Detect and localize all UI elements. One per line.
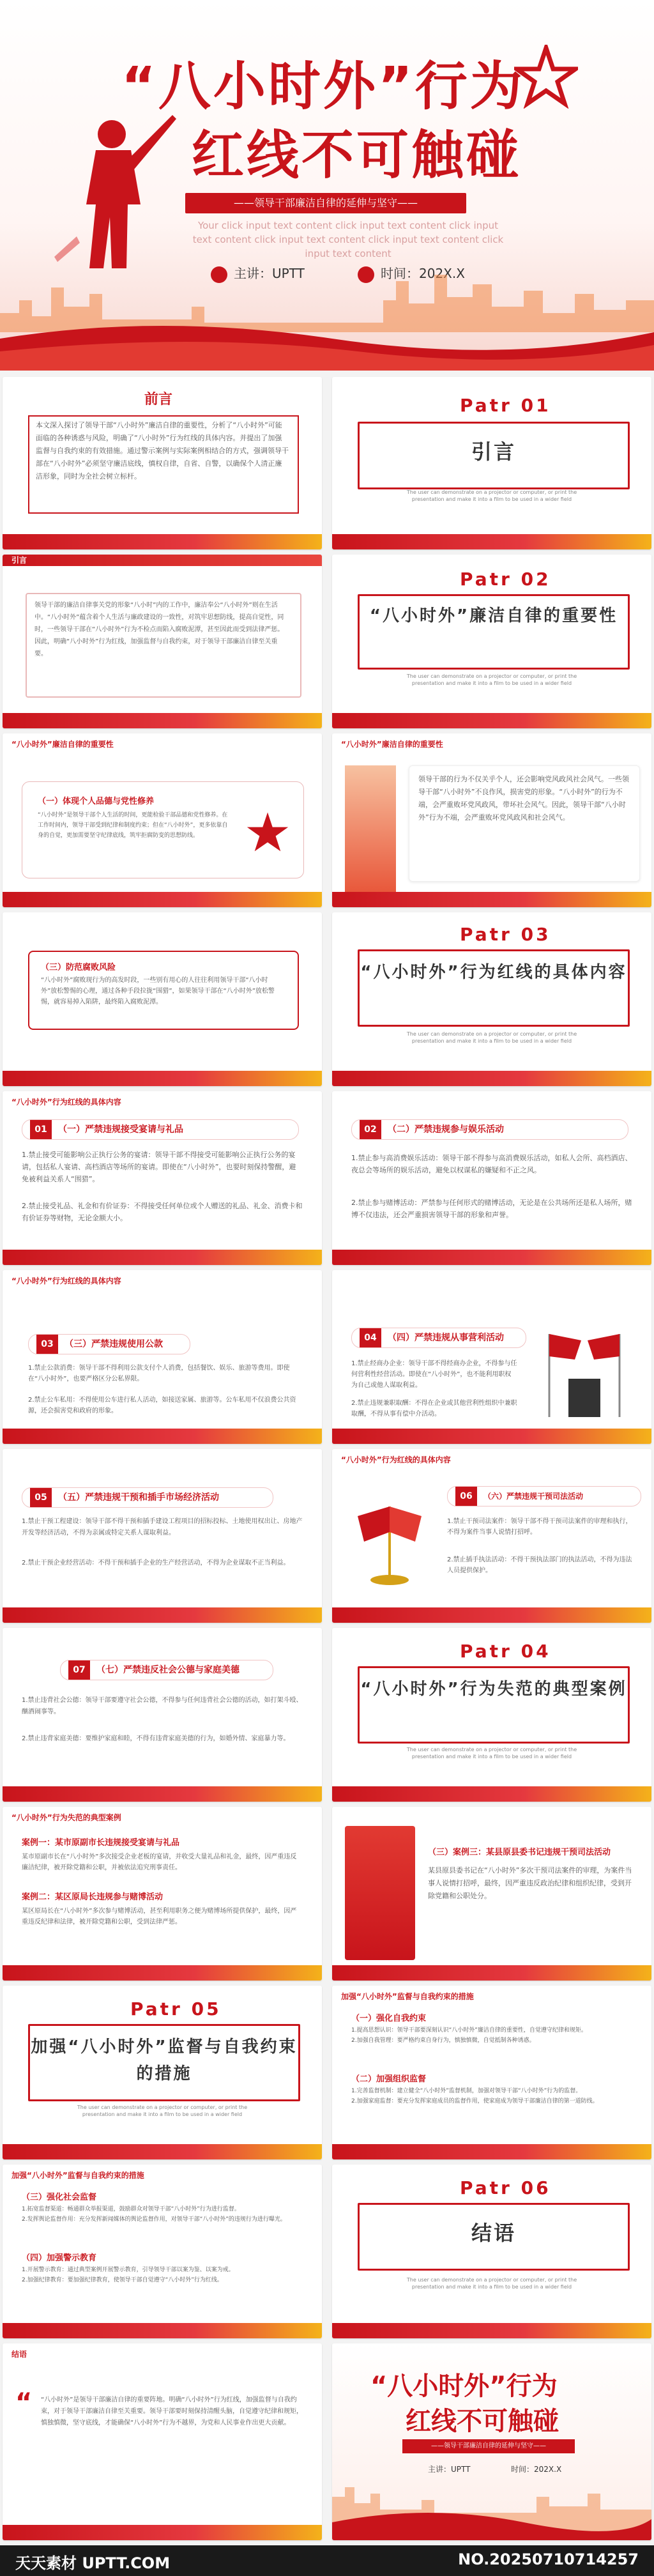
- item-text-2: 2.禁止干预企业经营活动：不得干预和插手企业的生产经营活动，不得为企业谋取不正当利益。: [22, 1560, 290, 1567]
- red-footer: [3, 1965, 322, 1981]
- slide-header: 加强“八小时外”监督与自我约束的措施: [341, 1992, 474, 2001]
- patr-label: Patr 05: [130, 1998, 222, 2020]
- slide-patr03: [332, 912, 651, 1086]
- slide-conclusion: [3, 2343, 322, 2540]
- slide-importance-2: [332, 733, 651, 907]
- english-note: The user can demonstrate on a projector or computer, or print the presentation and make it into a film to be used in a wider field: [406, 1031, 577, 1044]
- item-text-1: 1.禁止干预司法案件：领导干部不得干预司法案件的审理和执行，不得为案件当事人说情打招呼。: [447, 1518, 632, 1536]
- patr-label: Patr 03: [460, 924, 551, 945]
- case-title-2: 案例二：某区原局长违规参与赌博活动: [22, 1892, 164, 1902]
- red-footer: [332, 1607, 651, 1623]
- red-footer: [3, 1607, 322, 1623]
- title-box: 加强“八小时外”监督与自我约束的措施: [28, 2024, 300, 2101]
- slide-patr04: [332, 1628, 651, 1802]
- patr-label: Patr 01: [460, 395, 551, 416]
- cover-slide: [0, 0, 654, 371]
- red-footer: [332, 1071, 651, 1086]
- decor-ribbon: [345, 765, 396, 893]
- slide-measures-1: [332, 1986, 651, 2159]
- english-note: The user can demonstrate on a projector or computer, or print the presentation and make it into a film to be used in a wider field: [406, 2277, 577, 2290]
- slide-header: “八小时外”行为红线的具体内容: [11, 1098, 121, 1107]
- red-footer: [3, 1071, 322, 1086]
- title-box: “八小时外”行为红线的具体内容: [358, 949, 630, 1027]
- item-text-2: 2.禁止公车私用：不得使用公车进行私人活动，如接送家属、旅游等。公车私用不仅浪费公共资源，还会损害党和政府的形象。: [28, 1397, 296, 1414]
- slide-header: “八小时外”廉洁自律的重要性: [11, 740, 114, 749]
- english-note: The user can demonstrate on a projector or computer, or print the presentation and make it into a film to be used in a wider field: [406, 489, 577, 502]
- slide-redline-3: [3, 1270, 322, 1444]
- red-footer: [3, 534, 322, 549]
- importance-text: 领导干部的行为不仅关乎个人，还会影响党风政风社会风气。一些领导干部“八小时外”不良作风，损害党的形象。“八小时外”的行为不端，会严重败坏党风政风，带坏社会风气。因此，领导干部“八小时外”行为不端，会严重败坏党风政风和社会风气。: [418, 775, 629, 822]
- measure-title-3: （三）强化社会监督: [22, 2193, 97, 2202]
- red-wave: [0, 313, 654, 371]
- slide-redline-5: [3, 1449, 322, 1623]
- measure-title-2: （二）加强组织监督: [351, 2074, 427, 2084]
- red-footer: [3, 713, 322, 728]
- measure-text-3: 1.拓宽监督渠道：畅通群众举报渠道，鼓励群众对领导干部“八小时外”行为进行监督。 2.发挥舆论监督作用：充分发挥新闻媒体的舆论监督作用，对领导干部“八小时外”的违规行为进行曝光。: [22, 2206, 286, 2223]
- slide-patr01: [332, 377, 651, 549]
- slide-header: “八小时外”行为失范的典型案例: [11, 1813, 121, 1822]
- intro-text: 领导干部的廉洁自律事关党的形象“八小时”内的工作中，廉洁奉公“八小时外”则在生活中。“八小时外”蕴含着个人生活与廉政建设的一致性，对筑牢思想防线，提高自觉性，同时，一些领导干部在“八小时外”行为不检点而陷入腐败泥潭，甚至因此而受到法律严惩。因此，明确“八小时外”行为红线，加强监督与自我约束，对于领导干部廉洁自律至关重要。: [34, 602, 284, 657]
- slide-intro: [3, 555, 322, 728]
- slide-end: [332, 2343, 651, 2540]
- slide-header: 加强“八小时外”监督与自我约束的措施: [11, 2171, 144, 2180]
- case-title-3: （三）案例三：某县原县委书记违规干预司法活动: [428, 1848, 611, 1857]
- red-footer: [3, 1429, 322, 1444]
- quote-icon: “: [15, 2388, 33, 2418]
- case-text-2: 某区原局长在“八小时外”多次参与赌博活动，甚至利用职务之便为赌博场所提供保护，最终，因严重违反纪律和法律，被开除党籍和公职，受到法律严惩。: [22, 1908, 297, 1926]
- speaker: 主讲：UPTT: [211, 263, 305, 283]
- measure-text-4: 1.开展警示教育：通过典型案例开展警示教育，引导领导干部以案为鉴、以案为戒。 2.加强纪律教育：要加强纪律教育，使领导干部自觉遵守“八小时外”行为红线。: [22, 2267, 234, 2283]
- red-footer: [332, 1429, 651, 1444]
- star-icon: [245, 810, 290, 855]
- red-footer: [332, 1250, 651, 1265]
- case-title-1: 案例一：某市原副市长违规接受宴请与礼品: [22, 1838, 180, 1848]
- slide-patr02: [332, 555, 651, 728]
- title-box: 引言: [358, 422, 630, 489]
- slide-case-3: [332, 1807, 651, 1981]
- item-text-1: 1.禁止干预工程建设：领导干部不得干预和插手建设工程项目的招标投标、土地使用权出让、房地产开发等经济活动，不得为亲属或特定关系人谋取利益。: [22, 1518, 303, 1537]
- title-box: “八小时外”廉洁自律的重要性: [358, 594, 630, 670]
- patr-label: Patr 02: [460, 569, 551, 590]
- slide-header: “八小时外”行为红线的具体内容: [341, 1455, 451, 1464]
- decor-flag: [345, 1826, 415, 1960]
- slide-case-1: [3, 1807, 322, 1981]
- item-text-1: 1.禁止违背社会公德：领导干部要遵守社会公德，不得参与任何违背社会公德的活动，如打架斗殴、酗酒闹事等。: [22, 1697, 303, 1715]
- measure-text-2: 1.完善监督机制：建立健全“八小时外”监督机制，加强对领导干部“八小时外”行为的监督。 2.加强家庭监督：要充分发挥家庭成员的监督作用，使家庭成为领导干部廉洁自律的第一道防线。: [351, 2088, 598, 2104]
- slide-header: 引言: [11, 556, 27, 565]
- red-footer: [332, 1786, 651, 1802]
- watermark-left: 天天素材 UPTT.COM: [15, 2554, 171, 2572]
- patr-label: Patr 06: [460, 2177, 551, 2198]
- slide-measures-2: [3, 2165, 322, 2338]
- red-footer: [3, 2525, 322, 2540]
- item-pill: 06 （六）严禁违规干预司法活动: [447, 1486, 641, 1506]
- podium-flags-icon: [536, 1321, 632, 1423]
- cover-english-text: Your click input text content click input text content click input text content click input text content click input text content click input text content: [192, 220, 504, 259]
- item-pill: 01 （一）严禁违规接受宴请与礼品: [22, 1119, 299, 1140]
- item-pill: 04 （四）严禁违规从事营利活动: [351, 1328, 526, 1348]
- red-footer: [3, 1786, 322, 1802]
- red-footer: [332, 1965, 651, 1981]
- watermark-right: NO.20250710714257: [458, 2550, 639, 2568]
- slide-importance-1: [3, 733, 322, 907]
- red-wave: [332, 2484, 651, 2540]
- measure-title-1: （一）强化自我约束: [351, 2014, 427, 2023]
- end-subtitle: ——领导干部廉洁自律的延伸与坚守——: [402, 2439, 575, 2453]
- item-pill: 03 （三）严禁违规使用公款: [28, 1334, 190, 1354]
- slide-header: “八小时外”行为红线的具体内容: [11, 1276, 121, 1285]
- cover-title-line1: “八小时外”行为: [121, 56, 525, 117]
- item-pill: 07 （七）严禁违反社会公德与家庭美德: [60, 1660, 273, 1680]
- slide-patr05: [3, 1986, 322, 2159]
- patr-label: Patr 04: [460, 1641, 551, 1662]
- red-footer: [3, 892, 322, 907]
- slide-risk: [3, 912, 322, 1086]
- watermark-bar: [0, 2545, 654, 2576]
- time: 时间：202X.X: [358, 263, 465, 283]
- item-text-1: 1.禁止经商办企业：领导干部不得经商办企业，不得参与任何营利性经营活动。即使在“八小时外”，也不能利用职权为自己或他人谋取利益。: [351, 1360, 517, 1389]
- item-text: “八小时外”是领导干部个人生活的时间，更能检验干部品德和党性修养。在工作时间内，领导干部受到纪律和制度约束；但在“八小时外”，更多依靠自身的自觉，更加需要坚守纪律底线，筑牢拒腐防变的思想防线。: [38, 812, 228, 839]
- item-text-2: 2.禁止参与赌博活动：严禁参与任何形式的赌博活动，无论是在公共场所还是私人场所，赌博不仅违法，还会严重损害领导干部的形象和声誉。: [351, 1199, 632, 1219]
- slide-header: 结语: [11, 2350, 27, 2359]
- item-text-1: 1.禁止公款消费：领导干部不得利用公款支付个人消费，包括餐饮、娱乐、旅游等费用。即使在“八小时外”，也要严格区分公私界限。: [28, 1365, 290, 1383]
- slide-preface: [3, 377, 322, 549]
- item-text-1: 1.禁止接受可能影响公正执行公务的宴请：领导干部不得接受可能影响公正执行公务的宴请，包括私人宴请、高档酒店等场所的宴请。即使在“八小时外”，也要时刻保持警醒，避免被利益关系人“围猎”。: [22, 1151, 296, 1183]
- item-pill: 02 （二）严禁违规参与娱乐活动: [351, 1119, 628, 1140]
- preface-text: 本文深入探讨了领导干部“八小时外”廉洁自律的重要性，分析了“八小时外”可能面临的各种诱惑与风险，明确了“八小时外”行为红线的具体内容。并提出了加强监督与自我约束的有效措施。通过警示案例与实际案例相结合的方式，强调领导干部在“八小时外”必须坚守廉洁底线，慎权自律，自省、自警，以确保个人清正廉洁形象，同时为全社会树立标杆。: [36, 421, 289, 480]
- conclusion-text: “八小时外”是领导干部廉洁自律的重要阵地。明确“八小时外”行为红线，加强监督与自我约束，对于领导干部廉洁自律至关重要。领导干部要时刻保持清醒头脑，自觉遵守纪律和规矩，慎独慎微，坚守底线，才能确保“八小时外”行为不越界，为党和人民事业作出更大贡献。: [41, 2396, 303, 2426]
- english-note: The user can demonstrate on a projector or computer, or print the presentation and make it into a film to be used in a wider field: [77, 2104, 248, 2117]
- slide-patr06: [332, 2165, 651, 2338]
- english-note: The user can demonstrate on a projector or computer, or print the presentation and make it into a film to be used in a wider field: [406, 673, 577, 686]
- measure-text-1: 1.提高思想认识：领导干部要深刻认识“八小时外”廉洁自律的重要性，自觉遵守纪律和规矩。 2.加强自我管理：要严格约束自身行为，慎独慎微，自觉抵制各种诱惑。: [351, 2027, 587, 2044]
- end-speaker: 主讲：UPTT: [428, 2465, 471, 2474]
- red-header-bar: [3, 555, 322, 566]
- red-footer: [332, 892, 651, 907]
- red-footer: [332, 713, 651, 728]
- cover-title-line2: 红线不可触碰: [192, 125, 522, 186]
- risk-text: “八小时外”腐败现行为的高发时段，一些别有用心的人往往利用领导干部“八小时外”放松警惕的心理，通过各种手段拉拢“围猎”，如果领导干部在“八小时外”放松警惕，就容易掉入陷阱，最终陷入腐败泥潭。: [41, 977, 275, 1006]
- case-text-1: 某市原副市长在“八小时外”多次接受企业老板的宴请，并收受大量礼品和礼金，最终，因严重违反廉洁纪律，被开除党籍和公职，并被依法追究刑事责任。: [22, 1853, 297, 1871]
- red-footer: [332, 2144, 651, 2159]
- english-note: The user can demonstrate on a projector or computer, or print the presentation and make it into a film to be used in a wider field: [406, 1747, 577, 1759]
- end-title-line2: 红线不可触碰: [406, 2407, 559, 2436]
- case-text-3: 某县原县委书记在“八小时外”多次干预司法案件的审理，为案件当事人说情打招呼，最终，因严重违反政治纪律和组织纪律，受到开除党籍和公职处分。: [428, 1866, 632, 1900]
- measure-title-4: （四）加强警示教育: [22, 2253, 97, 2263]
- slide-redline-7: [3, 1628, 322, 1802]
- slide-redline-4: [332, 1270, 651, 1444]
- slide-redline-1: [3, 1091, 322, 1265]
- flags-icon: [345, 1487, 434, 1590]
- end-title-line1: “八小时外”行为: [370, 2372, 558, 2401]
- item-text-2: 2.禁止违背家庭美德：要维护家庭和睦，不得有违背家庭美德的行为，如婚外情、家庭暴力等。: [22, 1735, 290, 1742]
- slide-redline-2: [332, 1091, 651, 1265]
- item-pill: 05 （五）严禁违规干预和插手市场经济活动: [22, 1487, 273, 1508]
- red-footer: [3, 2144, 322, 2159]
- slide-title: 前言: [144, 392, 173, 408]
- red-footer: [3, 1250, 322, 1265]
- item-title: （三）防范腐败风险: [41, 963, 116, 972]
- red-footer: [332, 534, 651, 549]
- item-title: （一）体现个人品德与党性修养: [38, 797, 155, 806]
- item-text-2: 2.禁止接受礼品、礼金和有价证券：不得接受任何单位或个人赠送的礼品、礼金、消费卡和有价证券等财物，无论金额大小。: [22, 1202, 303, 1222]
- item-text-1: 1.禁止参与高消费娱乐活动：领导干部不得参与高消费娱乐活动，如私人会所、高档酒店、夜总会等场所的娱乐活动，避免以权谋私的嫌疑和不正之风。: [351, 1154, 632, 1174]
- end-time: 时间：202X.X: [511, 2465, 562, 2474]
- title-box: “八小时外”行为失范的典型案例: [358, 1666, 630, 1744]
- slide-redline-6: [332, 1449, 651, 1623]
- red-footer: [332, 2323, 651, 2338]
- slide-header: “八小时外”廉洁自律的重要性: [341, 740, 443, 749]
- item-text-2: 2.禁止插手执法活动：不得干预执法部门的执法活动，不得为违法人员提供保护。: [447, 1556, 632, 1574]
- cover-subtitle: ——领导干部廉洁自律的延伸与坚守——: [185, 193, 466, 213]
- red-footer: [3, 2323, 322, 2338]
- title-box: 结语: [358, 2203, 630, 2271]
- soldier-silhouette-icon: [51, 109, 179, 275]
- item-text-2: 2.禁止违规兼职取酬：不得在企业或其他营利性组织中兼职取酬，不得从事有偿中介活动。: [351, 1400, 517, 1418]
